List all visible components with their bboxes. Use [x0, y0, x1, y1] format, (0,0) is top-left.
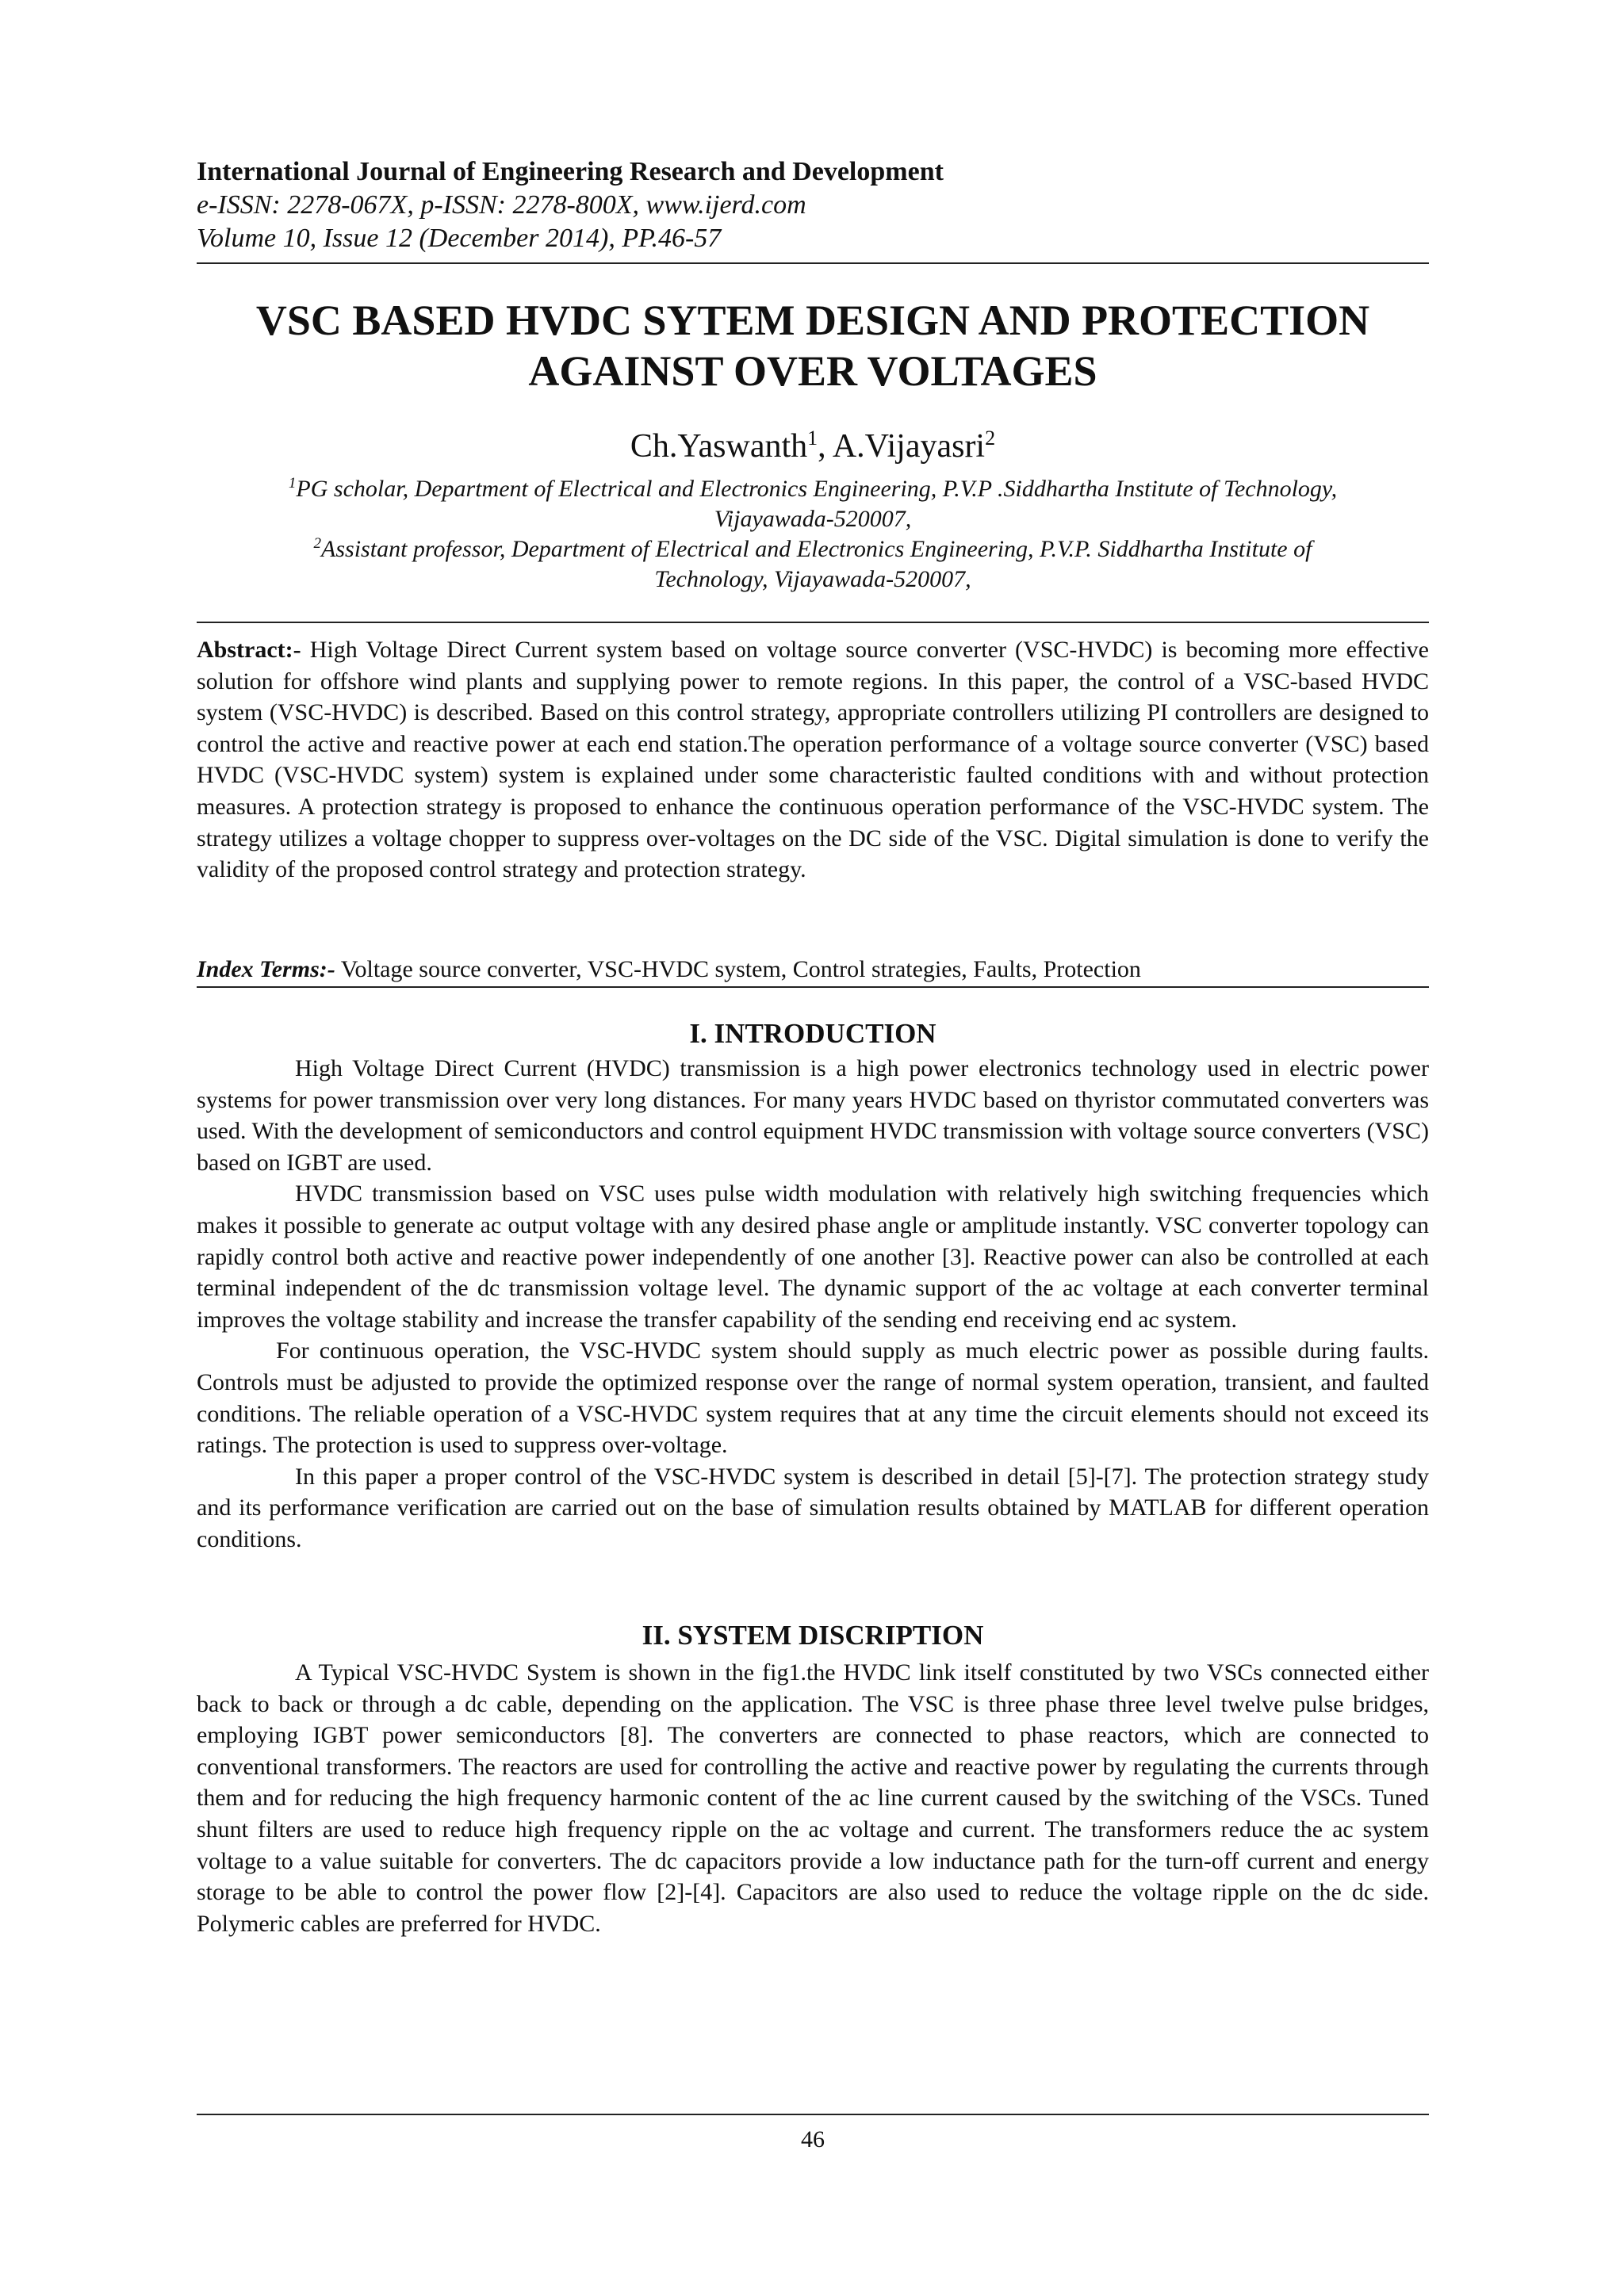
paper-title	[197, 295, 1429, 396]
abstract-text: High Voltage Direct Current system based on voltage source converter (VSC-HVDC) is becoming more effective solution for offshore wind plants and supplying power to remote regions. In this paper, the control of a VSC-based HVDC system (VSC-HVDC) is described. Based on this control strategy, appropriate controllers utilizing PI controllers are designed to control the active and reactive power at each end station.The operation performance of a voltage source converter (VSC) based HVDC (VSC-HVDC system) system is explained under some characteristic faulted conditions with and without protection measures. A protection strategy is proposed to enhance the continuous operation performance of the VSC-HVDC system. The strategy utilizes a voltage chopper to suppress over-voltages on the DC side of the VSC. Digital simulation is done to verify the validity of the proposed control strategy and protection strategy.	[197, 637, 1429, 883]
index-terms-label: Index Terms:-	[197, 956, 335, 982]
section-heading-introduction: I. INTRODUCTION	[689, 1018, 936, 1049]
author-name: Ch.Yaswanth	[630, 428, 808, 465]
index-terms	[197, 954, 1429, 985]
abstract-label: Abstract:-	[197, 637, 301, 663]
paper-title-line-1: VSC BASED HVDC SYTEM DESIGN AND PROTECTION	[255, 297, 1370, 344]
header-rule	[197, 262, 1429, 264]
author-name: A.Vijayasri	[832, 428, 986, 465]
affiliation-line: Vijayawada-520007,	[714, 506, 912, 532]
paper-page	[197, 0, 1429, 2296]
page-number: 46	[801, 2126, 825, 2152]
paragraph: High Voltage Direct Current (HVDC) transmission is a high power electronics technology used in electric power systems for power transmission over very long distances. For many years HVDC based on thyristor commutated converters was used. With the development of semiconductors and control equipment HVDC transmission with voltage source converters (VSC) based on IGBT are used.	[197, 1055, 1429, 1176]
affiliations	[197, 474, 1429, 595]
journal-header	[197, 155, 1429, 255]
index-terms-rule	[197, 986, 1429, 988]
affiliation-line	[197, 534, 1429, 564]
affiliation-line	[197, 474, 1429, 504]
affiliation-line: Technology, Vijayawada-520007,	[654, 566, 971, 592]
paragraph: For continuous operation, the VSC-HVDC system should supply as much electric power as possible during faults. Controls must be adjusted to provide the optimized response over the range of normal system operation, transient, and faulted conditions. The reliable operation of a VSC-HVDC system requires that at any time the circuit elements should not exceed its ratings. The protection is used to suppress over-voltage.	[197, 1337, 1429, 1459]
section-body-system-description	[197, 1657, 1429, 1939]
footer-rule	[197, 2114, 1429, 2115]
paragraph: HVDC transmission based on VSC uses pulse width modulation with relatively high switching frequencies which makes it possible to generate ac output voltage with any desired phase angle or amplitude instantly. VSC converter topology can rapidly control both active and reactive power independently of one another [3]. Reactive power can also be controlled at each terminal independent of the dc transmission voltage level. The dynamic support of the ac voltage at each converter terminal improves the voltage stability and increase the transfer capability of the sending end receiving end ac system.	[197, 1181, 1429, 1333]
author-separator: ,	[818, 428, 833, 465]
paragraph: A Typical VSC-HVDC System is shown in the fig1.the HVDC link itself constituted by two VSCs connected either back to back or through a dc cable, depending on the application. The VSC is three phase three level twelve pulse bridges, employing IGBT power semiconductors [8]. The converters are connected to phase reactors, which are connected to conventional transformers. The reactors are used for controlling the active and reactive power by regulating the currents through them and for reducing the high frequency harmonic content of the ac line current caused by the switching of the VSCs. Tuned shunt filters are used to reduce high frequency ripple on the ac voltage and current. The transformers reduce the ac system voltage to a value suitable for converters. The dc capacitors provide a low inductance path for the turn-off current and energy storage to be able to control the power flow [2]-[4]. Capacitors are also used to reduce the voltage ripple on the dc side. Polymeric cables are preferred for HVDC.	[197, 1659, 1429, 1937]
section-heading-system-description: II. SYSTEM DISCRIPTION	[642, 1620, 984, 1651]
journal-volume: Volume 10, Issue 12 (December 2014), PP.46-57	[197, 224, 722, 253]
affiliation-text: PG scholar, Department of Electrical and Electronics Engineering, P.V.P .Siddhartha Institute of Technology,	[296, 476, 1338, 502]
author-list	[197, 427, 1429, 466]
paper-title-line-2: AGAINST OVER VOLTAGES	[528, 347, 1097, 395]
author-mark: 2	[985, 427, 996, 450]
index-terms-text: Voltage source converter, VSC-HVDC system, Control strategies, Faults, Protection	[335, 956, 1141, 982]
affiliation-mark: 2	[313, 535, 322, 552]
affiliation-text: Assistant professor, Department of Electrical and Electronics Engineering, P.V.P. Siddhartha Institute of	[321, 536, 1312, 562]
journal-issn: e-ISSN: 2278-067X, p-ISSN: 2278-800X, www.ijerd.com	[197, 190, 806, 220]
section-body-introduction	[197, 1053, 1429, 1556]
author-mark: 1	[807, 427, 818, 450]
journal-name: International Journal of Engineering Research and Development	[197, 157, 944, 186]
abstract-top-rule	[197, 622, 1429, 623]
paragraph: In this paper a proper control of the VSC-HVDC system is described in detail [5]-[7]. The protection strategy study and its performance verification are carried out on the base of simulation results obtained by MATLAB for different operation conditions.	[197, 1463, 1429, 1552]
abstract	[197, 634, 1429, 886]
affiliation-mark: 1	[288, 475, 297, 492]
